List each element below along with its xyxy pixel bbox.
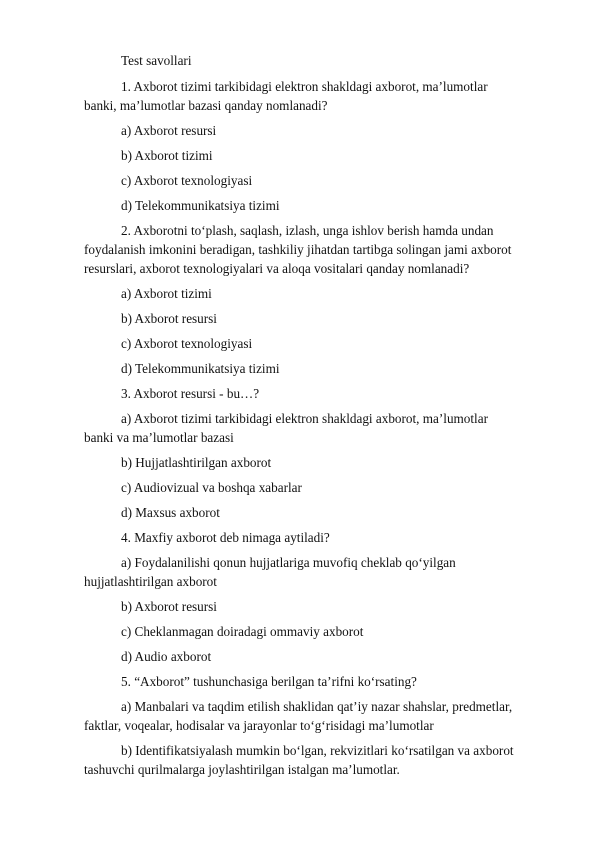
question-4: 4. Maxfiy axborot deb nimaga aytiladi? [121, 530, 330, 545]
answer-option: b) Axborot resursi [121, 311, 217, 326]
question-2: 2. Axborotni to‘plash, saqlash, izlash, unga ishlov berish hamda undan foydalanish imkonini beradigan, tashkiliy jihatdan tartibga solingan jami axborot resurslari, axborot texnologiyalari va aloqa vositalari qanday nomlanadi? [84, 223, 512, 276]
answer-option: d) Audio axborot [121, 649, 212, 664]
answer-option: a) Axborot tizimi tarkibidagi elektron shakldagi axborot, ma’lumotlar banki va ma’lumotlar bazasi [84, 411, 488, 445]
section-heading: Test savollari [121, 53, 192, 68]
question-1: 1. Axborot tizimi tarkibidagi elektron shakldagi axborot, ma’lumotlar banki, ma’lumotlar bazasi qanday nomlanadi? [84, 79, 488, 113]
answer-option: c) Axborot texnologiyasi [121, 336, 253, 351]
answer-option: c) Audiovizual va boshqa xabarlar [121, 480, 302, 495]
answer-option: b) Axborot resursi [121, 599, 217, 614]
answer-option: a) Axborot tizimi [121, 286, 212, 301]
answer-option: c) Cheklanmagan doiradagi ommaviy axborot [121, 624, 364, 639]
answer-option: c) Axborot texnologiyasi [121, 173, 253, 188]
answer-option: d) Telekommunikatsiya tizimi [121, 361, 280, 376]
question-3: 3. Axborot resursi - bu…? [121, 386, 260, 401]
answer-option: b) Identifikatsiyalash mumkin bo‘lgan, rekvizitlari ko‘rsatilgan va axborot tashuvchi qurilmalarga joylashtirilgan istalgan ma’lumotlar. [84, 743, 514, 777]
answer-option: a) Foydalanilishi qonun hujjatlariga muvofiq cheklab qo‘yilgan hujjatlashtirilgan axborot [84, 555, 456, 589]
answer-option: b) Hujjatlashtirilgan axborot [121, 455, 272, 470]
answer-option: d) Telekommunikatsiya tizimi [121, 198, 280, 213]
answer-option: d) Maxsus axborot [121, 505, 220, 520]
answer-option: a) Axborot resursi [121, 123, 217, 138]
question-5: 5. “Axborot” tushunchasiga berilgan ta’rifni ko‘rsating? [121, 674, 417, 689]
document-body [84, 51, 514, 785]
answer-option: b) Axborot tizimi [121, 148, 213, 163]
answer-option: a) Manbalari va taqdim etilish shaklidan qat’iy nazar shahslar, predmetlar, faktlar, voqealar, hodisalar va jarayonlar to‘g‘risidagi ma’lumotlar [84, 699, 513, 733]
